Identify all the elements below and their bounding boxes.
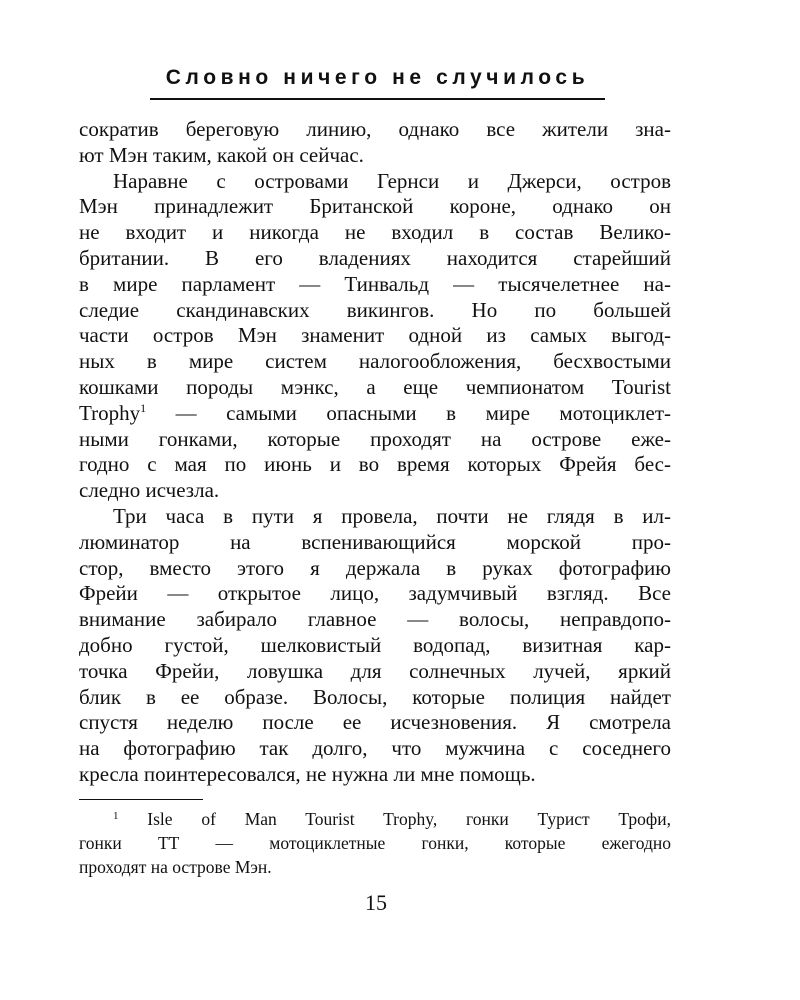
text-line: ными гонками, которые проходят на острове еже-	[79, 426, 671, 451]
text-line: точка Фрейи, ловушка для солнечных лучей, яркий	[79, 658, 671, 683]
footnote	[79, 807, 671, 879]
running-head-rule	[150, 98, 605, 100]
text-line: следие скандинавских викингов. Но по большей	[79, 297, 671, 322]
footnote-ref-word: Trophy	[79, 400, 141, 425]
text-line: Три часа в пути я провела, почти не глядя в ил-	[113, 503, 671, 528]
page-number: 15	[365, 890, 387, 915]
text-line-with-footnote-ref	[79, 401, 671, 427]
text-line: спустя неделю после ее исчезновения. Я смотрела	[79, 710, 671, 735]
running-head: Словно ничего не случилось	[165, 66, 590, 89]
footnote-line: проходят на острове Мэн.	[79, 857, 272, 877]
text-line: ных в мире систем налогообложения, бесхвостыми	[79, 349, 671, 374]
text-line: следно исчезла.	[79, 478, 220, 503]
text-line: части остров Мэн знаменит одной из самых выгод-	[79, 323, 671, 348]
footnote-rule	[79, 799, 203, 800]
text-line: внимание забирало главное — волосы, неправдопо-	[79, 607, 671, 632]
text-line-rest: — самыми опасными в мире мотоциклет-	[146, 400, 671, 425]
text-line: годно с мая по июнь и во время которых Фрейя бес-	[79, 452, 671, 477]
text-line: люминатор на вспенивающийся морской про-	[79, 529, 671, 554]
text-line: Мэн принадлежит Британской короне, однако он	[79, 194, 671, 219]
footnote-ref-marker[interactable]: 1	[140, 400, 147, 415]
text-line: Наравне с островами Гернси и Джерси, остров	[113, 168, 671, 193]
text-line: кошками породы мэнкс, а еще чемпионатом Tourist	[79, 374, 671, 399]
text-line: британии. В его владениях находится старейший	[79, 245, 671, 270]
text-line: сократив береговую линию, однако все жители зна-	[79, 117, 671, 141]
body-text	[79, 117, 671, 788]
text-line: блик в ее образе. Волосы, которые полиция найдет	[79, 684, 671, 709]
footnote-line: гонки ТТ — мотоциклетные гонки, которые ежегодно	[79, 833, 671, 853]
text-line: не входит и никогда не входил в состав Велико-	[79, 220, 671, 245]
text-line: на фотографию так долго, что мужчина с соседнего	[79, 736, 671, 761]
text-line: Фрейи — открытое лицо, задумчивый взгляд. Все	[79, 581, 671, 606]
footnote-text: Isle of Man Tourist Trophy, гонки Турист Трофи,	[118, 809, 671, 829]
footnote-line	[79, 807, 671, 831]
text-line: в мире парламент — Тинвальд — тысячелетнее на-	[79, 271, 671, 296]
text-line: стор, вместо этого я держала в руках фотографию	[79, 555, 671, 580]
text-line: кресла поинтересовался, не нужна ли мне помощь.	[79, 761, 536, 786]
text-line: ют Мэн таким, какой он сейчас.	[79, 142, 364, 167]
text-line: добно густой, шелковистый водопад, визитная кар-	[79, 632, 671, 657]
footnote-marker: 1	[113, 810, 119, 822]
